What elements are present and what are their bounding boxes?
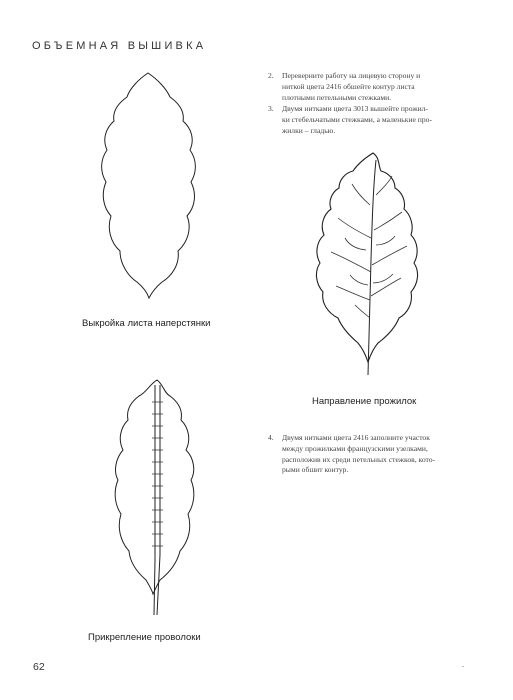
caption-veins: Направление прожилок: [312, 396, 417, 407]
instruction-step-2: [268, 71, 420, 103]
caption-wire: Прикрепление проволоки: [88, 632, 201, 643]
step-text-line: Двумя нитками цвета 3013 вышейте прожил-: [282, 104, 428, 113]
step-text-line: жилки – гладью.: [282, 125, 336, 135]
step-text-line: Двумя нитками цвета 2416 заполните участок: [282, 433, 430, 442]
step-number: 4.: [268, 433, 274, 442]
wire-stem: [154, 385, 160, 615]
step-text-line: ниткой цвета 2416 обшейте контур листа: [282, 81, 415, 91]
step-text-line: Переверните работу на лицевую сторону и: [282, 71, 421, 80]
step-number: 3.: [268, 104, 274, 113]
wire-stitches: [152, 402, 163, 546]
step-text-line: рыми обшит контур.: [282, 465, 349, 475]
caption-pattern: Выкройка листа наперстянки: [82, 318, 211, 329]
page-number: 62: [33, 661, 45, 673]
step-text-line: расположив их среди петельных стежков, кото-: [282, 454, 436, 464]
step-text-line: ки стебельчатыми стежками, а маленькие про-: [282, 114, 432, 124]
instruction-step-4: [268, 433, 435, 476]
step-text-line: между прожилками французскими узелками,: [282, 443, 428, 453]
instruction-step-3: [268, 104, 432, 136]
step-number: 2.: [268, 71, 274, 80]
step-text-line: плотными петельными стежками.: [282, 92, 392, 102]
page-header: ОБЪЕМНАЯ ВЫШИВКА: [32, 40, 207, 52]
scan-mark: [462, 666, 464, 667]
